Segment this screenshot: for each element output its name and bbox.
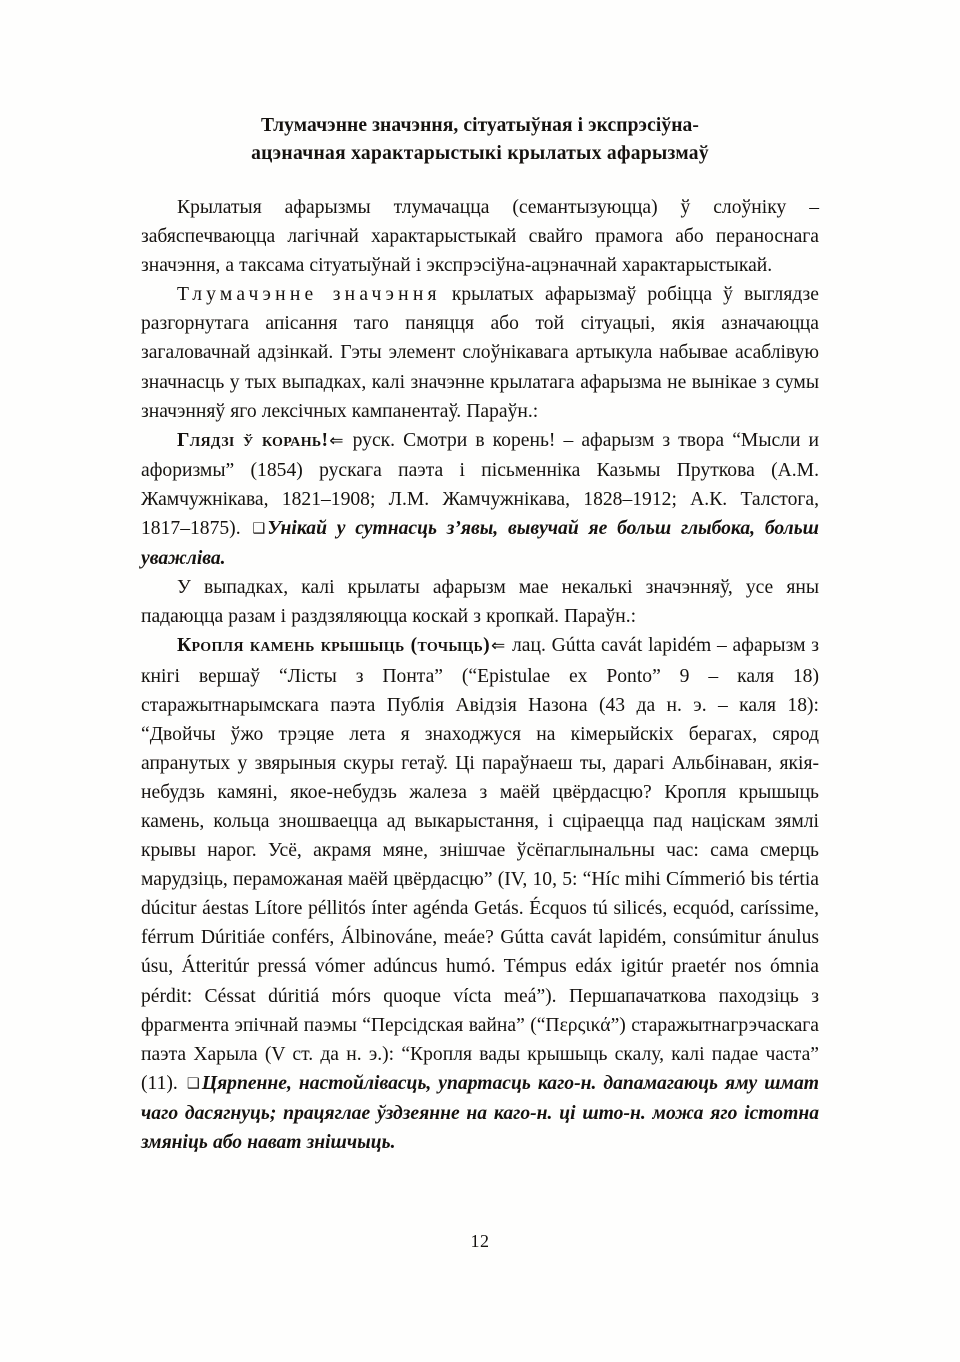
entry-gloss: Унікай у сутнасць з’явы, вывучай яе больш глыбока, больш уважліва.: [141, 518, 819, 570]
square-bullet-icon: ❑: [186, 1075, 200, 1092]
paragraph-meaning-explanation: [141, 280, 819, 425]
emphasis-spaced-term: Тлумачэнне значэння: [177, 284, 441, 306]
paragraph-multiple-meanings-text: У выпадках, калі крылаты афарызм мае некалькі значэнняў, усе яны падаюцца разам і раздзяляюцца коскай з кропкай. Параўн.:: [141, 577, 819, 628]
leftwards-double-arrow-icon: ⇐: [329, 430, 344, 451]
page-number: 12: [470, 1231, 490, 1251]
leftwards-double-arrow-icon: ⇐: [490, 636, 506, 657]
paragraph-intro: [141, 193, 819, 280]
entry-body-text: руск. Смотри в корень! – афарызм з твора “Мысли и афоризмы” (1854) рускага паэта і пісьменніка Казьмы Пруткова (А.М. Жамчужнікава, 1821–1908; Л.М. Жамчужнікава, 1828–1912; А.К. Талстога, 1817–1875).: [141, 429, 819, 540]
square-bullet-icon: ❑: [252, 521, 266, 538]
body-text: [141, 193, 819, 1157]
entry-headword: Глядзі ў корань!: [177, 429, 329, 451]
page-title-line-1: Тлумачэнне значэння, сітуатыўная і экспрэсіўна-: [261, 115, 699, 136]
entry-gloss: Цярпенне, настойлівасць, упартасць каго-н. дапамагаюць яму шмат чаго дасягнуць; працяглае ўздзеянне на каго-н. ці што-н. можа яго істотна змяніць або нават знішчыць.: [141, 1072, 819, 1153]
paragraph-multiple-meanings: [141, 573, 819, 631]
page-title-line-2: ацэначная характарыстыкі крылатых афарызмаў: [251, 142, 709, 164]
paragraph-meaning-text: крылатых афарызмаў робіцца ў выглядзе разгорнутага апісання таго паняцця або той сітуацыі, якія азначаюцца загаловачнай адзінкай. Гэты элемент слоўнікавага артыкула набывае асаблівую значнасць у тых выпадках, калі значэнне крылатага афарызма не вынікае з сумы значэнняў яго лексічных кампанентаў. Параўн.:: [141, 284, 819, 422]
page-title: [141, 112, 819, 167]
dictionary-entry-glyadzi-u-koran: [141, 426, 819, 573]
page-content: [141, 112, 819, 1157]
entry-headword: Кропля камень крышыць (точыць): [177, 635, 490, 657]
entry-body-text: лац. Gútta cavát lapidém – афарызм з кнігі вершаў “Лісты з Понта” (“Epistulae ex Ponto” 9 – каля 18) старажытнарымскага паэта Публія Авідзія Назона (43 да н. э. – каля 18): “Двойчы ўжо трэцяе лета я знаходжуся на кімерыйскіх берагах, сярод апранутых у звярыныя скуры гетаў. Ці параўнаеш ты, дарагі Альбінаван, якія-небудзь камяні, якое-небудзь жалеза з маёй цвёрдасцю? Кропля крышыць камень, кольца зношваецца ад выкарыстання, і сціраецца пад націскам зямлі крывы нарог. Усё, акрамя мяне, знішчае ўсёпаглынальны час: сама смерць марудзіць, пераможаная маёй цвёрдасцю” (IV, 10, 5: “Híc mihi Címmerió bis tértia dúcitur áestas Lítore péllitós ínter agénda Getás. Écquos tú silicés, ecquód, caríssime, férrum Dúritiáe conférs, Álbinováne, meáe? Gútta cavát lapidém, consúmitur ánulus úsu, Átteritúr pressá vómer adúncus humó. Témpus edáx igitúr praetér nos ómnia pérdit: Céssat dúritiá mórs quoque vícta meá”). Першапачаткова паходзіць з фрагмента эпічнай паэмы “Персідская вайна” (“Περςικά”) старажытнагрэчаскага паэта Харыла (V ст. да н. э.): “Кропля вады крышыць скалу, калі падае часта” (11).: [141, 635, 819, 1094]
paragraph-intro-text: Крылатыя афарызмы тлумачацца (семантызуюцца) ў слоўніку – забяспечваюцца лагічнай характарыстыкай свайго прамога або пераноснага значэння, а таксама сітуатыўнай і экспрэсіўна-ацэначнай характарыстыкай.: [141, 197, 819, 277]
dictionary-entry-kroplya-kamen-kryshyts: [141, 631, 819, 1157]
